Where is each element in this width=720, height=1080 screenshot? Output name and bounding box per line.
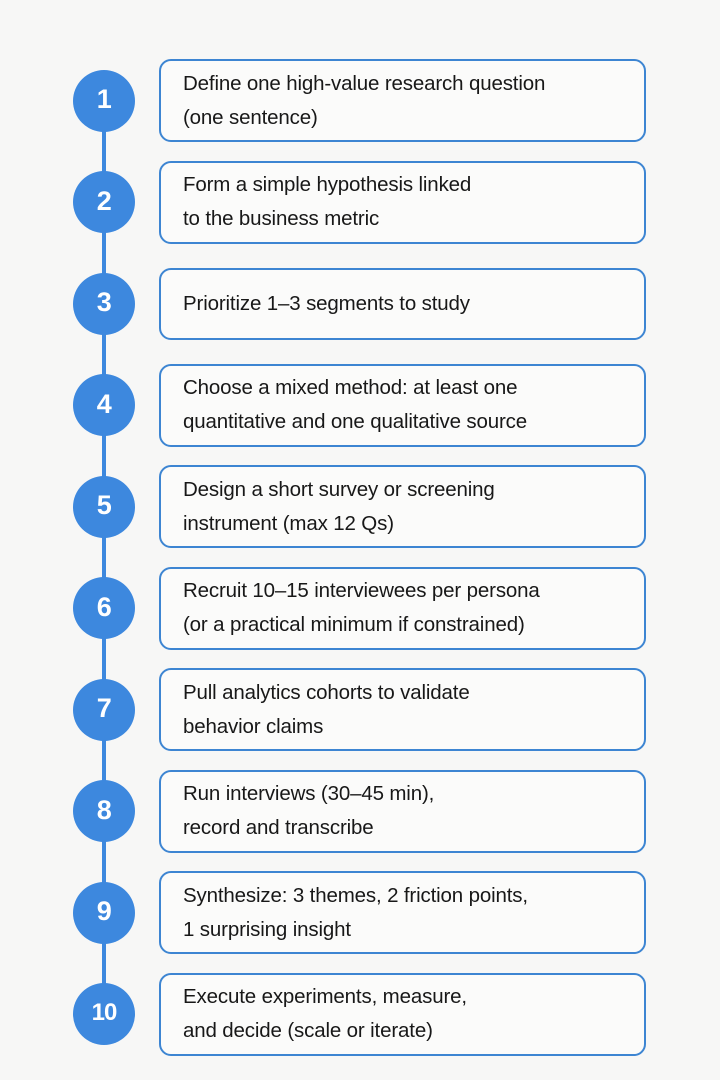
step-number-badge: [73, 374, 135, 436]
step-number-badge: [73, 171, 135, 233]
step-card: [159, 465, 646, 548]
step-number-badge: [73, 679, 135, 741]
step-number-label: 6: [96, 591, 112, 622]
step-number-badge: [73, 70, 135, 132]
step-card: [159, 567, 646, 650]
step-card-text-line: Choose a mixed method: at least one: [183, 376, 518, 399]
step-number-badge: [73, 476, 135, 538]
step-card: [159, 161, 646, 244]
step-number-badge: [73, 273, 135, 335]
step-number-label: 5: [96, 490, 112, 520]
step-number-badge: [73, 780, 135, 842]
step-number-label: 9: [96, 896, 112, 926]
step-number-badge: [73, 983, 135, 1045]
step-number-label: 7: [96, 693, 112, 723]
step-card-text-line: behavior claims: [183, 714, 324, 738]
step-card-text-line: (one sentence): [183, 105, 318, 129]
step-card-text-line: quantitative and one qualitative source: [183, 410, 528, 433]
step-card: [159, 770, 646, 853]
step-card-text-line: Synthesize: 3 themes, 2 friction points,: [183, 883, 528, 907]
step-card-text-line: Execute experiments, measure,: [183, 985, 467, 1008]
step-card: [159, 871, 646, 954]
step-card: [159, 268, 646, 340]
step-card-text-line: 1 surprising insight: [183, 917, 351, 941]
step-number-label: 8: [96, 794, 112, 825]
step-card-text-line: Design a short survey or screening: [183, 477, 495, 501]
step-card-text-line: Pull analytics cohorts to validate: [183, 680, 470, 704]
step-number-label: 10: [91, 999, 117, 1026]
step-card-text-line: Run interviews (30–45 min),: [183, 782, 435, 805]
step-number-label: 2: [96, 185, 112, 216]
step-card-text-line: (or a practical minimum if constrained): [183, 613, 525, 636]
step-number-badge: [73, 882, 135, 944]
step-card-text-line: record and transcribe: [183, 816, 374, 839]
step-card-text-line: Define one high-value research question: [183, 71, 546, 95]
step-number-label: 1: [96, 84, 112, 114]
step-number-badge: [73, 577, 135, 639]
step-card-text-line: Recruit 10–15 interviewees per persona: [183, 579, 540, 602]
step-number-label: 3: [96, 287, 112, 317]
step-card: [159, 59, 646, 142]
step-card-text-line: instrument (max 12 Qs): [183, 511, 394, 535]
step-card-text-line: Form a simple hypothesis linked: [183, 173, 472, 196]
step-card: [159, 668, 646, 751]
step-card: [159, 364, 646, 447]
step-card-text-line: to the business metric: [183, 207, 380, 230]
step-card-text-line: and decide (scale or iterate): [183, 1019, 433, 1042]
step-card: [159, 973, 646, 1056]
step-card-text-line: Prioritize 1–3 segments to study: [183, 291, 470, 315]
step-number-label: 4: [96, 388, 112, 419]
timeline-connector-line: [102, 101, 106, 1015]
